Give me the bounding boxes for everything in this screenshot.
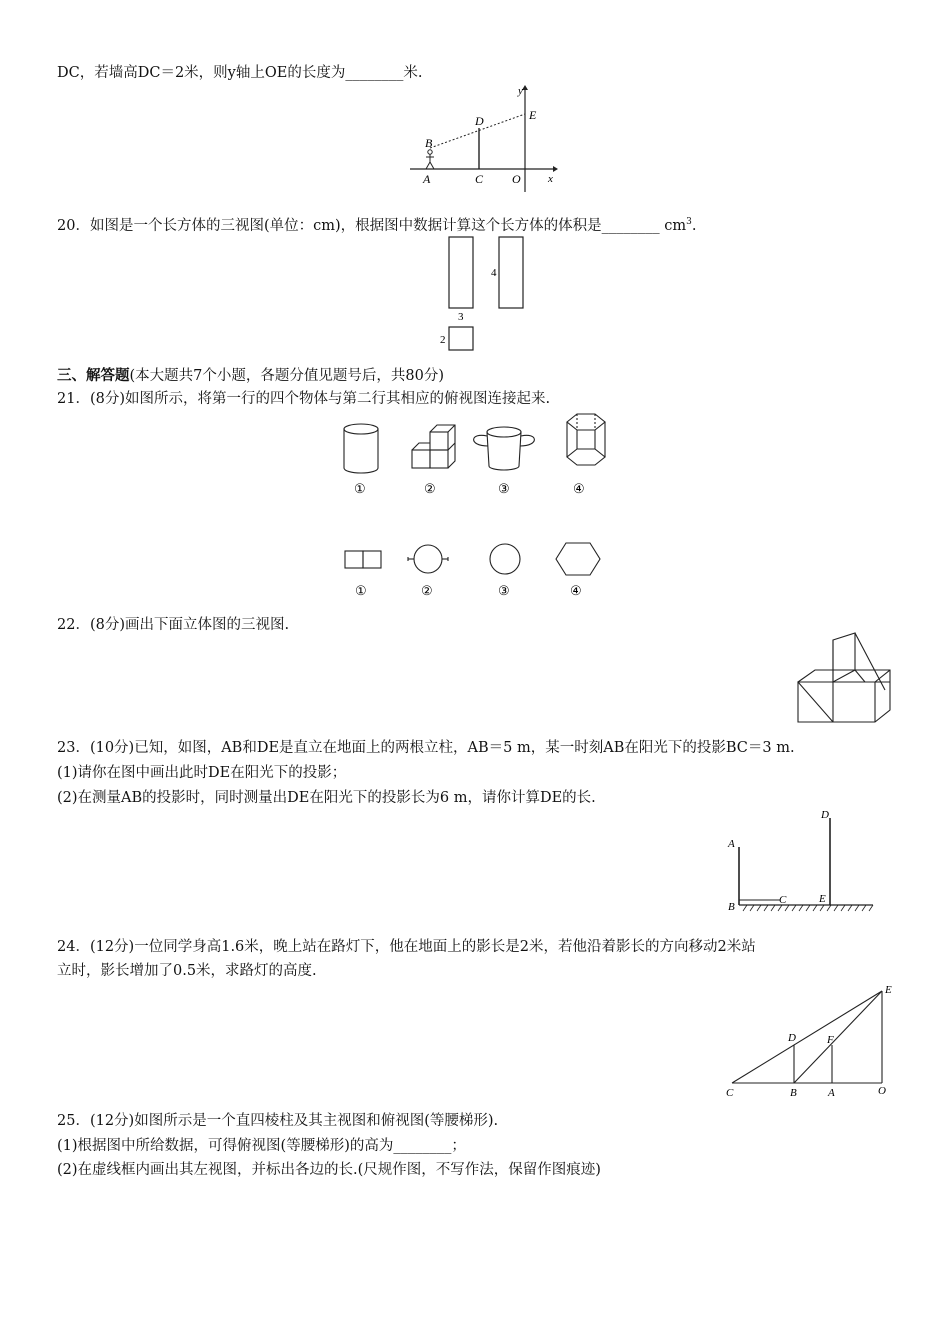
label-A: A — [423, 172, 431, 186]
label-O: O — [878, 1085, 886, 1097]
label-F: F — [827, 1034, 834, 1046]
front-view — [449, 237, 473, 308]
label-bottom-1: ① — [355, 583, 367, 598]
label-3: 3 — [458, 311, 464, 323]
q25-text: 25．(12分)如图所示是一个直四棱柱及其主视图和俯视图(等腰梯形). — [57, 1113, 499, 1129]
person-icon — [426, 150, 434, 169]
section-3-heading: 三、解答题(本大题共7个小题，各题分值见题号后，共80分) — [57, 367, 444, 384]
label-C: C — [475, 172, 484, 186]
label-E: E — [885, 984, 892, 996]
label-x: x — [548, 173, 553, 185]
label-top-4: ④ — [573, 481, 585, 496]
cup-solid — [474, 427, 535, 470]
label-B: B — [425, 136, 433, 150]
label-D: D — [821, 809, 829, 821]
q25-part1: (1)根据图中所给数据，可得俯视图(等腰梯形)的高为________； — [57, 1138, 466, 1154]
label-A: A — [728, 838, 735, 850]
q19-text: DC，若墙高DC＝2米，则y轴上OE的长度为________米. — [57, 65, 423, 81]
q20-text: 20．如图是一个长方体的三视图(单位：cm)，根据图中数据计算这个长方体的体积是________ $cm^3$. — [57, 217, 697, 234]
label-4: 4 — [491, 267, 497, 279]
label-D: D — [475, 114, 484, 128]
label-top-2: ② — [424, 481, 436, 496]
q25-part2: (2)在虚线框内画出其左视图，并标出各边的长.(尺规作图，不写作法，保留作图痕迹) — [57, 1162, 601, 1178]
label-2: 2 — [440, 334, 446, 346]
q22-text: 22．(8分)画出下面立体图的三视图. — [57, 617, 290, 633]
q21-text: 21．(8分)如图所示，将第一行的四个物体与第二行其相应的俯视图连接起来. — [57, 391, 551, 407]
label-A: A — [828, 1087, 835, 1099]
q23-part1: (1)请你在图中画出此时DE在阳光下的投影； — [57, 765, 347, 781]
figure-21 — [330, 410, 620, 605]
cubes-solid — [412, 425, 455, 468]
side-view — [499, 237, 523, 308]
figure-22 — [795, 630, 895, 725]
figure-19 — [395, 82, 565, 194]
q24-line1: 24．(12分)一位同学身高1.6米，晚上站在路灯下，他在地面上的影长是2米，若他沿着影长的方向移动2米站 — [57, 939, 756, 955]
label-C: C — [779, 894, 787, 906]
q23-text: 23．(10分)已知，如图，AB和DE是直立在地面上的两根立柱，AB＝5 m，某一时刻AB在阳光下的投影BC＝3 m. — [57, 740, 795, 756]
label-D: D — [788, 1032, 796, 1044]
label-y: y — [518, 85, 523, 97]
top-view-circle — [490, 544, 520, 574]
label-top-1: ① — [354, 481, 366, 496]
ground-hatch — [743, 905, 873, 911]
label-B: B — [728, 901, 735, 913]
label-E: E — [529, 108, 537, 122]
label-C: C — [726, 1087, 734, 1099]
top-view — [449, 327, 473, 350]
label-B: B — [790, 1087, 797, 1099]
figure-20 — [436, 232, 536, 354]
label-O: O — [512, 172, 521, 186]
label-bottom-4: ④ — [570, 583, 582, 598]
top-view-hexagon — [556, 543, 600, 575]
q23-part2: (2)在测量AB的投影时，同时测量出DE在阳光下的投影长为6 m，请你计算DE的长. — [57, 790, 596, 806]
figure-24 — [722, 982, 902, 1100]
figure-23 — [725, 800, 880, 918]
label-bottom-2: ② — [421, 583, 433, 598]
top-view-circle-handles — [408, 545, 448, 573]
top-view-two-squares — [345, 551, 381, 568]
q24-line2: 立时，影长增加了0.5米，求路灯的高度. — [57, 963, 317, 979]
hexagonal-prism-solid — [567, 414, 605, 465]
label-bottom-3: ③ — [498, 583, 510, 598]
cylinder-solid — [344, 424, 378, 473]
label-top-3: ③ — [498, 481, 510, 496]
label-E: E — [819, 893, 826, 905]
